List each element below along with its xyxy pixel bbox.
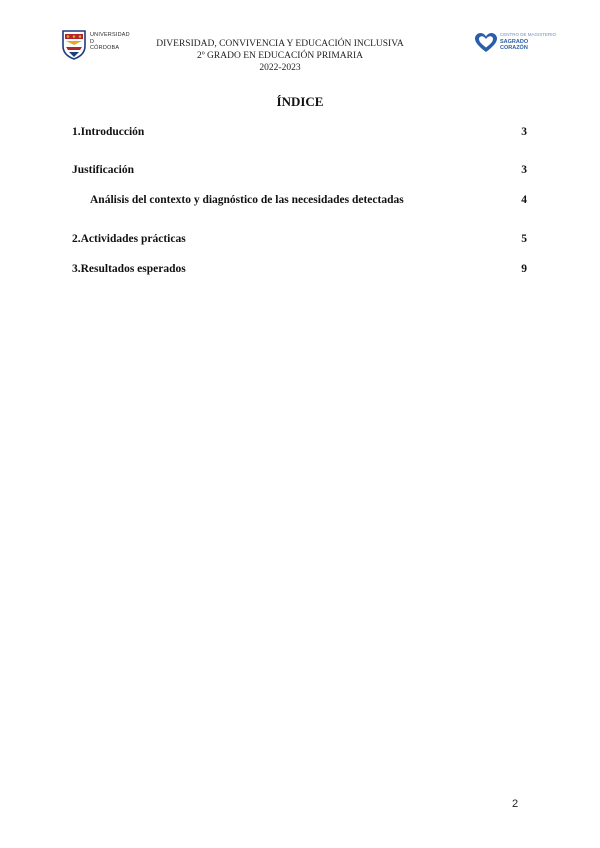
heart-icon bbox=[474, 32, 498, 54]
university-name bbox=[90, 32, 130, 52]
university-logo bbox=[60, 28, 140, 60]
header-subject: DIVERSIDAD, CONVIVENCIA Y EDUCACIÓN INCLUSIVA bbox=[156, 39, 404, 49]
toc-entry-page: 4 bbox=[521, 194, 527, 206]
university-name-line: CÓRDOBA bbox=[90, 45, 120, 51]
page-number: 2 bbox=[512, 798, 519, 810]
index-title: ÍNDICE bbox=[276, 94, 324, 109]
toc-entry-label: 1.Introducción bbox=[72, 126, 145, 138]
toc-entry-label: Análisis del contexto y diagnóstico de las necesidades detectadas bbox=[90, 194, 404, 206]
school-name bbox=[500, 32, 556, 52]
university-name-line: D bbox=[90, 38, 95, 45]
toc-entry-page: 3 bbox=[521, 126, 527, 138]
toc-entry-page: 3 bbox=[521, 164, 527, 176]
page-header bbox=[0, 0, 600, 80]
toc-entry-label: 2.Actividades prácticas bbox=[72, 233, 186, 245]
toc-entry[interactable] bbox=[72, 263, 527, 279]
header-year: 2022-2023 bbox=[259, 63, 301, 73]
header-degree: 2º GRADO EN EDUCACIÓN PRIMARIA bbox=[196, 51, 364, 61]
header-course-info bbox=[130, 38, 430, 74]
toc-entry-page: 9 bbox=[521, 263, 527, 275]
toc-entry[interactable] bbox=[72, 233, 527, 249]
toc-entry[interactable] bbox=[72, 126, 527, 142]
school-top-line: CENTRO DE MAGISTERIO bbox=[500, 32, 557, 37]
university-name-line: UNIVERSIDAD bbox=[90, 32, 130, 38]
school-name-line: SAGRADO bbox=[500, 38, 529, 45]
toc-entry-page: 5 bbox=[521, 233, 527, 245]
toc-entry-label: 3.Resultados esperados bbox=[72, 263, 186, 275]
toc-entry[interactable] bbox=[72, 164, 527, 180]
university-crest-icon bbox=[60, 28, 88, 60]
school-name-line: CORAZÓN bbox=[500, 45, 528, 51]
toc-subentry[interactable] bbox=[72, 194, 527, 210]
school-logo bbox=[474, 30, 557, 58]
toc-entry-label: Justificación bbox=[72, 164, 134, 176]
